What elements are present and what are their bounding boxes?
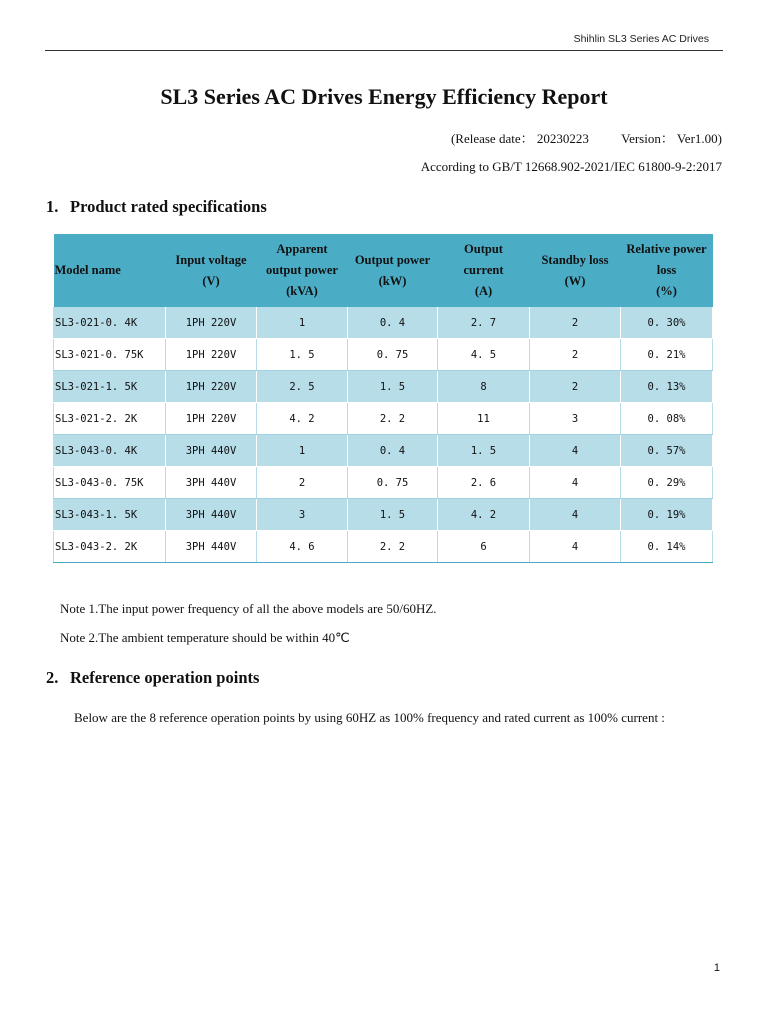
version-label: Version：: [621, 131, 674, 146]
column-header-text: (A): [474, 284, 493, 298]
column-header-text: current: [463, 263, 504, 277]
column-header-text: Apparent: [276, 242, 328, 256]
table-cell: 0. 13%: [621, 371, 713, 403]
column-header-text: Standby loss: [541, 252, 609, 267]
table-cell: SL3-043-2. 2K: [54, 531, 166, 563]
header-rule: [45, 50, 723, 51]
column-header-text: Model name: [54, 263, 121, 277]
table-row: [54, 499, 713, 531]
table-cell: 4: [530, 531, 621, 563]
page-header: Shihlin SL3 Series AC Drives: [573, 33, 709, 45]
table-row: [54, 371, 713, 403]
table-cell: SL3-043-1. 5K: [54, 499, 166, 531]
table-cell: 4. 6: [257, 531, 348, 563]
column-header: [438, 234, 530, 307]
table-cell: 0. 08%: [621, 403, 713, 435]
column-header: [166, 234, 257, 307]
table-cell: 0. 21%: [621, 339, 713, 371]
table-cell: 0. 29%: [621, 467, 713, 499]
table-cell: 0. 30%: [621, 307, 713, 339]
table-cell: 2. 2: [348, 403, 438, 435]
table-cell: 3PH 440V: [166, 531, 257, 563]
table-cell: SL3-021-1. 5K: [54, 371, 166, 403]
table-cell: 1. 5: [348, 371, 438, 403]
page-number: 1: [713, 962, 720, 974]
table-cell: 0. 75: [348, 467, 438, 499]
table-cell: 8: [438, 371, 530, 403]
note-1: Note 1.The input power frequency of all the above models are 50/60HZ.: [60, 601, 437, 616]
table-cell: SL3-043-0. 75K: [54, 467, 166, 499]
table-cell: 2. 2: [348, 531, 438, 563]
version-value: Ver1.00): [676, 131, 722, 146]
table-row: [54, 307, 713, 339]
table-cell: 11: [438, 403, 530, 435]
column-header-text: Relative power: [626, 242, 707, 256]
section-number: 1.: [46, 197, 59, 216]
column-header-text: loss: [656, 263, 677, 277]
column-header-text: (%): [656, 284, 677, 298]
table-header: [54, 234, 713, 307]
table-cell: 2: [530, 307, 621, 339]
table-cell: SL3-021-2. 2K: [54, 403, 166, 435]
table-cell: 4: [530, 499, 621, 531]
table-cell: 3PH 440V: [166, 435, 257, 467]
standard-reference: According to GB/T 12668.902-2021/IEC 61800-9-2:2017: [420, 159, 722, 174]
column-header-text: (W): [564, 273, 586, 288]
table-cell: 3PH 440V: [166, 467, 257, 499]
table-row: [54, 435, 713, 467]
column-header-text: (V): [202, 273, 220, 288]
table-cell: SL3-043-0. 4K: [54, 435, 166, 467]
table-cell: 4. 5: [438, 339, 530, 371]
table-row: [54, 339, 713, 371]
table-row: [54, 467, 713, 499]
table-row: [54, 531, 713, 563]
section-title: Product rated specifications: [70, 197, 267, 216]
column-header-text: (kVA): [286, 284, 318, 298]
table-cell: 2: [530, 339, 621, 371]
table-cell: 2. 7: [438, 307, 530, 339]
column-header-text: (kW): [378, 273, 407, 288]
release-date-value: 20230223: [536, 131, 589, 146]
table-cell: 0. 14%: [621, 531, 713, 563]
table-cell: 4. 2: [438, 499, 530, 531]
column-header-text: Input voltage: [175, 252, 247, 267]
table-cell: 1. 5: [438, 435, 530, 467]
section-heading-1: [46, 197, 267, 217]
column-header: [348, 234, 438, 307]
column-header: [257, 234, 348, 307]
column-header-text: Output power: [354, 252, 431, 267]
table-cell: 3: [257, 499, 348, 531]
release-info: [451, 128, 722, 147]
table-cell: 0. 4: [348, 307, 438, 339]
column-header: [530, 234, 621, 307]
table-cell: 4: [530, 467, 621, 499]
table-cell: 1PH 220V: [166, 371, 257, 403]
table-cell: 1PH 220V: [166, 307, 257, 339]
column-header: [54, 234, 166, 307]
table-header-row: [54, 234, 713, 307]
table-cell: 0. 19%: [621, 499, 713, 531]
table-body: [54, 307, 713, 563]
table-cell: 1: [257, 307, 348, 339]
table-cell: 2: [530, 371, 621, 403]
table-cell: 0. 57%: [621, 435, 713, 467]
table-cell: SL3-021-0. 75K: [54, 339, 166, 371]
table-cell: 4. 2: [257, 403, 348, 435]
table-cell: 1PH 220V: [166, 403, 257, 435]
table-cell: 0. 75: [348, 339, 438, 371]
table-cell: 1PH 220V: [166, 339, 257, 371]
section-title: Reference operation points: [70, 668, 260, 687]
table-cell: 2. 5: [257, 371, 348, 403]
section-number: 2.: [46, 668, 59, 687]
table-cell: 1. 5: [348, 499, 438, 531]
column-header-text: Output: [464, 242, 503, 256]
table-cell: 3: [530, 403, 621, 435]
release-date-label: (Release date：: [450, 131, 534, 146]
column-header-text: output power: [266, 263, 338, 277]
column-header: [621, 234, 713, 307]
section-description: Below are the 8 reference operation points by using 60HZ as 100% frequency and rated current as 100% current :: [74, 710, 665, 725]
section-heading-2: [46, 668, 259, 688]
table-cell: SL3-021-0. 4K: [54, 307, 166, 339]
table-cell: 0. 4: [348, 435, 438, 467]
table-cell: 3PH 440V: [166, 499, 257, 531]
table-cell: 1: [257, 435, 348, 467]
table-cell: 6: [438, 531, 530, 563]
spec-table: [53, 234, 713, 563]
table-cell: 2: [257, 467, 348, 499]
table-cell: 2. 6: [438, 467, 530, 499]
table-cell: 1. 5: [257, 339, 348, 371]
table-row: [54, 403, 713, 435]
note-2: Note 2.The ambient temperature should be within 40℃: [60, 630, 350, 645]
document-title: SL3 Series AC Drives Energy Efficiency Report: [160, 84, 608, 109]
table-cell: 4: [530, 435, 621, 467]
